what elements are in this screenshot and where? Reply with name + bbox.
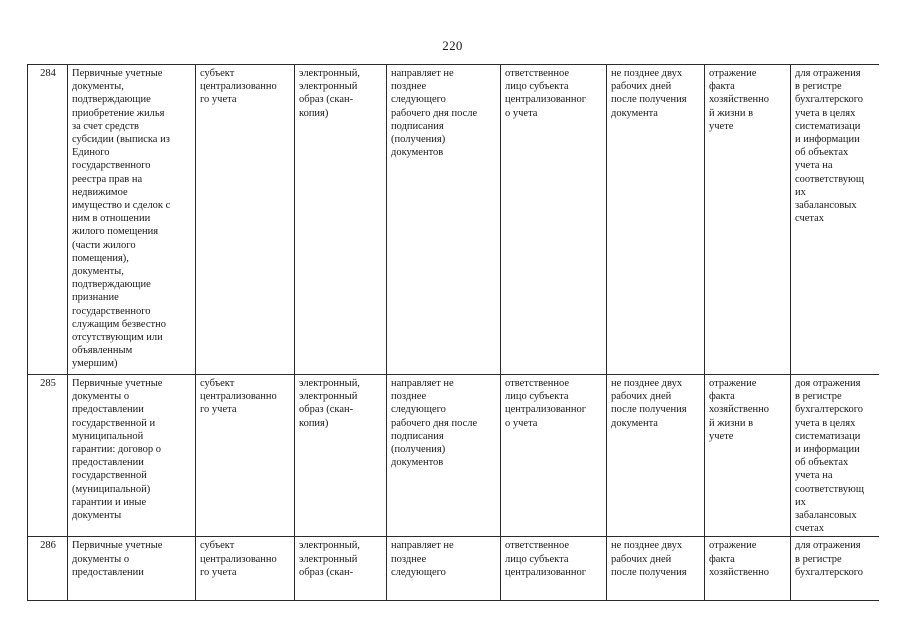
cell-text-line: централизованног	[505, 94, 587, 106]
cell-text-line: имущество и сделок с	[72, 200, 171, 212]
cell-text-line: отсутствующим или	[72, 332, 163, 344]
cell-responsible-person	[501, 537, 607, 601]
cell-text-line: образ (скан-	[299, 404, 354, 416]
cell-text-line: следующего	[391, 94, 446, 106]
table-body	[28, 65, 880, 601]
cell-text-line: в регистре	[795, 553, 842, 565]
cell-text-line: учете	[709, 120, 734, 132]
cell-text-line: бухгалтерского	[795, 94, 864, 106]
cell-text-line: после получения	[611, 404, 687, 416]
cell-text-line: об объектах	[795, 457, 849, 469]
cell-text-line: об объектах	[795, 147, 849, 159]
cell-submission-term	[387, 65, 501, 375]
cell-text-line: для отражения	[795, 68, 861, 79]
cell-text-line: электронный	[299, 391, 358, 403]
cell-text-line: образ (скан-	[299, 566, 354, 578]
cell-text-line: хозяйственно	[709, 94, 769, 106]
cell-text-line: учета в целях	[795, 417, 856, 429]
cell-text-line: направляет не	[391, 68, 454, 79]
cell-text-line: бухгалтерского	[795, 566, 864, 578]
cell-text-line: следующего	[391, 404, 446, 416]
cell-processing-term	[607, 537, 705, 601]
cell-text-line: доя отражения	[795, 378, 861, 389]
cell-text-line: счетах	[795, 213, 825, 225]
cell-submission-term	[387, 537, 501, 601]
cell-text-line: Единого	[72, 147, 110, 159]
cell-text-line: предоставлении	[72, 566, 144, 578]
cell-text-line: централизованно	[200, 81, 277, 93]
cell-purpose	[705, 537, 791, 601]
cell-text-line: рабочих дней	[611, 391, 672, 403]
cell-purpose	[705, 65, 791, 375]
cell-text-line: отражение	[709, 68, 757, 79]
cell-purpose	[705, 375, 791, 537]
cell-text-line: систематизаци	[795, 120, 861, 132]
cell-text-line: муниципальной	[72, 430, 144, 442]
cell-text-line: электронный	[299, 553, 358, 565]
cell-text-line: ответственное	[505, 68, 570, 79]
cell-text-line: электронный,	[299, 540, 360, 552]
cell-text-line: факта	[709, 81, 735, 93]
cell-text-line: для отражения	[795, 540, 861, 552]
cell-text-line: недвижимое	[72, 186, 128, 198]
cell-text-line: гарантии: договор о	[72, 444, 162, 456]
cell-text-line: документов	[391, 457, 444, 469]
cell-submission-term	[387, 375, 501, 537]
cell-text-line: бухгалтерского	[795, 404, 864, 416]
cell-text-line: документа	[611, 417, 658, 429]
cell-text-line: субъект	[200, 378, 235, 389]
cell-text-line: гарантии и иные	[72, 496, 147, 508]
cell-text-line: учета в целях	[795, 107, 856, 119]
cell-format	[295, 65, 387, 375]
cell-text-line: централизованног	[505, 566, 587, 578]
cell-text-line: забалансовых	[795, 200, 857, 212]
cell-text-line: после получения	[611, 94, 687, 106]
cell-text-line: позднее	[391, 81, 427, 93]
cell-text-line: жилого помещения	[72, 226, 159, 238]
cell-text-line: документы о	[72, 553, 130, 565]
cell-text-line: позднее	[391, 553, 427, 565]
cell-text-line: за счет средств	[72, 120, 140, 132]
cell-text-line: субъект	[200, 68, 235, 79]
cell-text-line: подписания	[391, 120, 444, 132]
document-table	[27, 64, 879, 601]
cell-text-line: й жизни в	[709, 417, 754, 429]
row-number: 285	[28, 375, 68, 537]
cell-text-line: электронный,	[299, 378, 360, 389]
cell-text-line: отражение	[709, 540, 757, 552]
cell-text-line: предоставлении	[72, 404, 144, 416]
cell-text-line: ним в отношении	[72, 213, 151, 225]
cell-processing-term	[607, 375, 705, 537]
cell-text-line: подтверждающие	[72, 94, 151, 106]
cell-text-line: электронный,	[299, 68, 360, 79]
cell-text-line: факта	[709, 391, 735, 403]
cell-text-line: копия)	[299, 417, 329, 429]
cell-text-line: реестра прав на	[72, 173, 143, 185]
cell-text-line: документы,	[72, 266, 124, 278]
cell-text-line: электронный	[299, 81, 358, 93]
cell-responsible-person	[501, 375, 607, 537]
cell-text-line: (части жилого	[72, 239, 136, 251]
cell-text-line: умершим)	[72, 358, 118, 370]
cell-text-line: рабочих дней	[611, 553, 672, 565]
cell-originator	[196, 375, 295, 537]
cell-text-line: подписания	[391, 430, 444, 442]
cell-text-line: документа	[611, 107, 658, 119]
cell-text-line: хозяйственно	[709, 404, 769, 416]
cell-text-line: приобретение жилья	[72, 107, 165, 119]
cell-originator	[196, 65, 295, 375]
cell-text-line: систематизаци	[795, 430, 861, 442]
table-row	[28, 65, 880, 375]
cell-text-line: образ (скан-	[299, 94, 354, 106]
cell-text-line: и информации	[795, 444, 860, 456]
document-table-container	[27, 64, 879, 640]
cell-document-type	[68, 537, 196, 601]
cell-text-line: учете	[709, 430, 734, 442]
cell-text-line: документы,	[72, 81, 124, 93]
cell-text-line: лицо субъекта	[505, 81, 569, 93]
cell-text-line: (муниципальной)	[72, 483, 151, 495]
cell-text-line: рабочего дня после	[391, 107, 478, 119]
cell-text-line: о учета	[505, 107, 538, 119]
cell-text-line: й жизни в	[709, 107, 754, 119]
cell-text-line: хозяйственно	[709, 566, 769, 578]
cell-text-line: следующего	[391, 566, 446, 578]
cell-text-line: го учета	[200, 94, 237, 106]
cell-text-line: и информации	[795, 134, 860, 146]
cell-text-line: государственной	[72, 470, 147, 482]
cell-text-line: документы о	[72, 391, 130, 403]
cell-text-line: документов	[391, 147, 444, 159]
cell-text-line: копия)	[299, 107, 329, 119]
cell-text-line: субъект	[200, 540, 235, 552]
cell-text-line: объявленным	[72, 345, 133, 357]
cell-text-line: лицо субъекта	[505, 553, 569, 565]
cell-text-line: субсидии (выписка из	[72, 134, 170, 146]
cell-text-line: рабочих дней	[611, 81, 672, 93]
cell-text-line: служащим безвестно	[72, 318, 166, 330]
cell-text-line: не позднее двух	[611, 540, 683, 552]
cell-text-line: ответственное	[505, 540, 570, 552]
cell-text-line: в регистре	[795, 391, 842, 403]
cell-text-line: документы	[72, 510, 122, 522]
cell-text-line: соответствующ	[795, 483, 864, 495]
cell-text-line: факта	[709, 553, 735, 565]
cell-text-line: централизованног	[505, 404, 587, 416]
cell-text-line: Первичные учетные	[72, 378, 163, 389]
cell-text-line: (получения)	[391, 444, 446, 456]
cell-text-line: централизованно	[200, 391, 277, 403]
cell-text-line: го учета	[200, 566, 237, 578]
row-number: 286	[28, 537, 68, 601]
cell-text-line: направляет не	[391, 378, 454, 389]
cell-text-line: централизованно	[200, 553, 277, 565]
cell-registry-note	[791, 375, 880, 537]
cell-text-line: направляет не	[391, 540, 454, 552]
cell-text-line: их	[795, 186, 806, 198]
cell-registry-note	[791, 537, 880, 601]
cell-text-line: после получения	[611, 566, 687, 578]
cell-text-line: их	[795, 496, 806, 508]
cell-text-line: Первичные учетные	[72, 540, 163, 552]
cell-text-line: государственного	[72, 305, 151, 317]
cell-text-line: помещения),	[72, 252, 129, 264]
page-number: 220	[442, 38, 463, 53]
row-number: 284	[28, 65, 68, 375]
cell-text-line: государственной и	[72, 417, 156, 429]
cell-format	[295, 375, 387, 537]
cell-text-line: забалансовых	[795, 510, 857, 522]
cell-text-line: о учета	[505, 417, 538, 429]
cell-text-line: ответственное	[505, 378, 570, 389]
cell-text-line: лицо субъекта	[505, 391, 569, 403]
cell-text-line: не позднее двух	[611, 68, 683, 79]
cell-text-line: учета на	[795, 160, 833, 172]
cell-text-line: предоставлении	[72, 457, 144, 469]
cell-responsible-person	[501, 65, 607, 375]
cell-text-line: признание	[72, 292, 119, 304]
cell-text-line: соответствующ	[795, 173, 864, 185]
cell-document-type	[68, 65, 196, 375]
table-row	[28, 375, 880, 537]
cell-text-line: Первичные учетные	[72, 68, 163, 79]
cell-text-line: государственного	[72, 160, 151, 172]
cell-processing-term	[607, 65, 705, 375]
cell-registry-note	[791, 65, 880, 375]
cell-originator	[196, 537, 295, 601]
cell-document-type	[68, 375, 196, 537]
cell-text-line: отражение	[709, 378, 757, 389]
cell-text-line: рабочего дня после	[391, 417, 478, 429]
table-row	[28, 537, 880, 601]
cell-text-line: (получения)	[391, 134, 446, 146]
cell-text-line: в регистре	[795, 81, 842, 93]
cell-text-line: не позднее двух	[611, 378, 683, 389]
cell-text-line: позднее	[391, 391, 427, 403]
cell-text-line: учета на	[795, 470, 833, 482]
cell-format	[295, 537, 387, 601]
cell-text-line: го учета	[200, 404, 237, 416]
cell-text-line: счетах	[795, 523, 825, 535]
cell-text-line: подтверждающие	[72, 279, 151, 291]
